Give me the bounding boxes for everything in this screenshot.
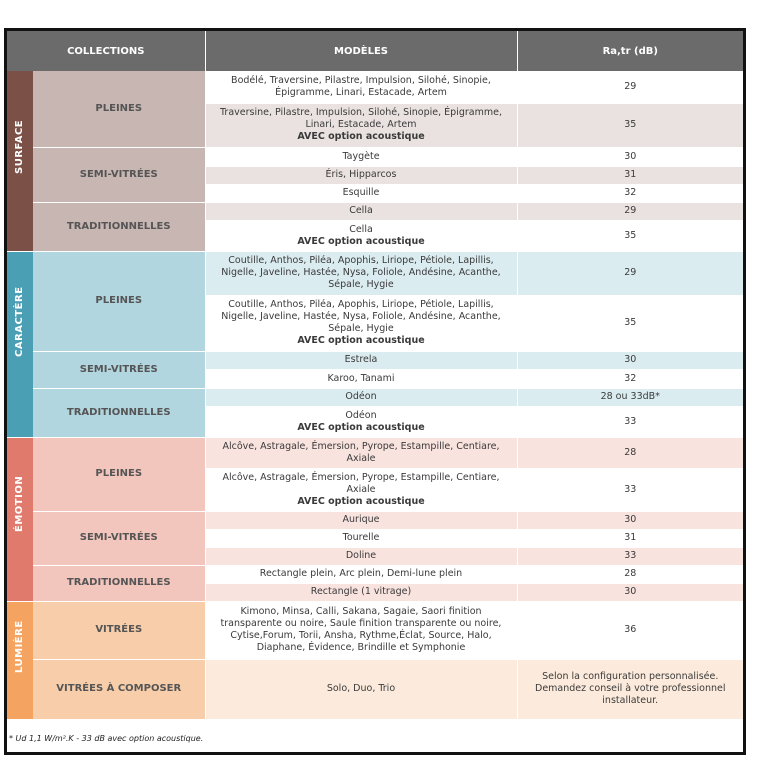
model-cell: Cella AVEC option acoustique	[205, 220, 517, 251]
table-row	[7, 437, 743, 468]
model-cell: Odéon	[205, 388, 517, 406]
model-cell: Tourelle	[205, 529, 517, 547]
group-caractere-semi: SEMI-VITRÉES	[33, 351, 205, 388]
value-cell: 29	[517, 71, 743, 103]
table-header-row	[7, 31, 743, 71]
model-cell: Bodélé, Traversine, Pilastre, Impulsion, Silohé, Sinopie, Épigramme, Linari, Estacade, Artem	[205, 71, 517, 103]
footnote: * Ud 1,1 W/m².K - 33 dB avec option acoustique.	[9, 734, 204, 743]
value-cell: 33	[517, 468, 743, 511]
value-cell: 35	[517, 295, 743, 351]
group-caractere-trad: TRADITIONNELLES	[33, 388, 205, 437]
group-caractere-pleines: PLEINES	[33, 251, 205, 351]
model-cell: Odéon AVEC option acoustique	[205, 406, 517, 437]
model-cell: Éris, Hipparcos	[205, 166, 517, 184]
value-cell: 35	[517, 103, 743, 147]
model-cell: Estrela	[205, 351, 517, 369]
table-row	[7, 601, 743, 659]
value-cell: 30	[517, 351, 743, 369]
value-cell: 33	[517, 406, 743, 437]
value-cell: 32	[517, 184, 743, 202]
table-row	[7, 351, 743, 369]
header-models: MODÈLES	[205, 31, 517, 71]
value-cell: 30	[517, 147, 743, 166]
model-cell: Alcôve, Astragale, Émersion, Pyrope, Estampille, Centiare, Axiale	[205, 437, 517, 468]
model-cell: Cella	[205, 202, 517, 220]
value-cell: 36	[517, 601, 743, 659]
table-row	[7, 511, 743, 529]
acoustic-performance-table	[7, 31, 743, 720]
group-emotion-semi: SEMI-VITRÉES	[33, 511, 205, 565]
family-emotion: ÉMOTION	[7, 437, 33, 601]
model-cell: Rectangle (1 vitrage)	[205, 583, 517, 601]
model-cell: Coutille, Anthos, Piléa, Apophis, Liriope, Pétiole, Lapillis, Nigelle, Javeline, Hastée, Nysa, Foliole, Andésine, Acanthe, Sépale, Hygie	[205, 251, 517, 295]
group-emotion-trad: TRADITIONNELLES	[33, 565, 205, 601]
value-cell: 29	[517, 251, 743, 295]
value-cell: 29	[517, 202, 743, 220]
model-cell: Doline	[205, 547, 517, 565]
model-cell: Kimono, Minsa, Calli, Sakana, Sagaie, Saori finition transparente ou noire, Saule finition transparente ou noire, Cytise,Forum, Torii, Ansha, Rythme,Éclat, Source, Halo, Diaphane, Évidence, Brindille et Symphonie	[205, 601, 517, 659]
model-cell: Coutille, Anthos, Piléa, Apophis, Liriope, Pétiole, Lapillis, Nigelle, Javeline, Hastée, Nysa, Foliole, Andésine, Acanthe, Sépale, Hygie AVEC option acoustique	[205, 295, 517, 351]
value-cell: Selon la configuration personnalisée. Demandez conseil à votre professionnel installateur.	[517, 659, 743, 719]
model-cell: Traversine, Pilastre, Impulsion, Silohé, Sinopie, Épigramme, Linari, Estacade, Artem AVEC option acoustique	[205, 103, 517, 147]
group-surface-semi: SEMI-VITRÉES	[33, 147, 205, 202]
group-emotion-pleines: PLEINES	[33, 437, 205, 511]
header-rating: Ra,tr (dB)	[517, 31, 743, 71]
table-row	[7, 388, 743, 406]
group-lumiere-vitrees: VITRÉES	[33, 601, 205, 659]
table-row	[7, 565, 743, 583]
table-row	[7, 251, 743, 295]
model-cell: Alcôve, Astragale, Émersion, Pyrope, Estampille, Centiare, Axiale AVEC option acoustique	[205, 468, 517, 511]
value-cell: 32	[517, 369, 743, 388]
value-cell: 28 ou 33dB*	[517, 388, 743, 406]
acoustic-table-frame	[4, 28, 746, 755]
table-row	[7, 659, 743, 719]
value-cell: 28	[517, 565, 743, 583]
value-cell: 31	[517, 529, 743, 547]
family-surface: SURFACE	[7, 71, 33, 251]
group-surface-pleines: PLEINES	[33, 71, 205, 147]
group-lumiere-vitrees-composer: VITRÉES À COMPOSER	[33, 659, 205, 719]
table-row	[7, 147, 743, 166]
model-cell: Karoo, Tanami	[205, 369, 517, 388]
value-cell: 33	[517, 547, 743, 565]
value-cell: 35	[517, 220, 743, 251]
value-cell: 30	[517, 511, 743, 529]
model-cell: Rectangle plein, Arc plein, Demi-lune plein	[205, 565, 517, 583]
family-caractere: CARACTÈRE	[7, 251, 33, 437]
value-cell: 30	[517, 583, 743, 601]
table-row	[7, 202, 743, 220]
header-collections: COLLECTIONS	[7, 31, 205, 71]
group-surface-trad: TRADITIONNELLES	[33, 202, 205, 251]
family-lumiere: LUMIÈRE	[7, 601, 33, 719]
model-cell: Aurique	[205, 511, 517, 529]
model-cell: Solo, Duo, Trio	[205, 659, 517, 719]
model-cell: Taygète	[205, 147, 517, 166]
value-cell: 28	[517, 437, 743, 468]
value-cell: 31	[517, 166, 743, 184]
model-cell: Esquille	[205, 184, 517, 202]
table-row	[7, 71, 743, 103]
